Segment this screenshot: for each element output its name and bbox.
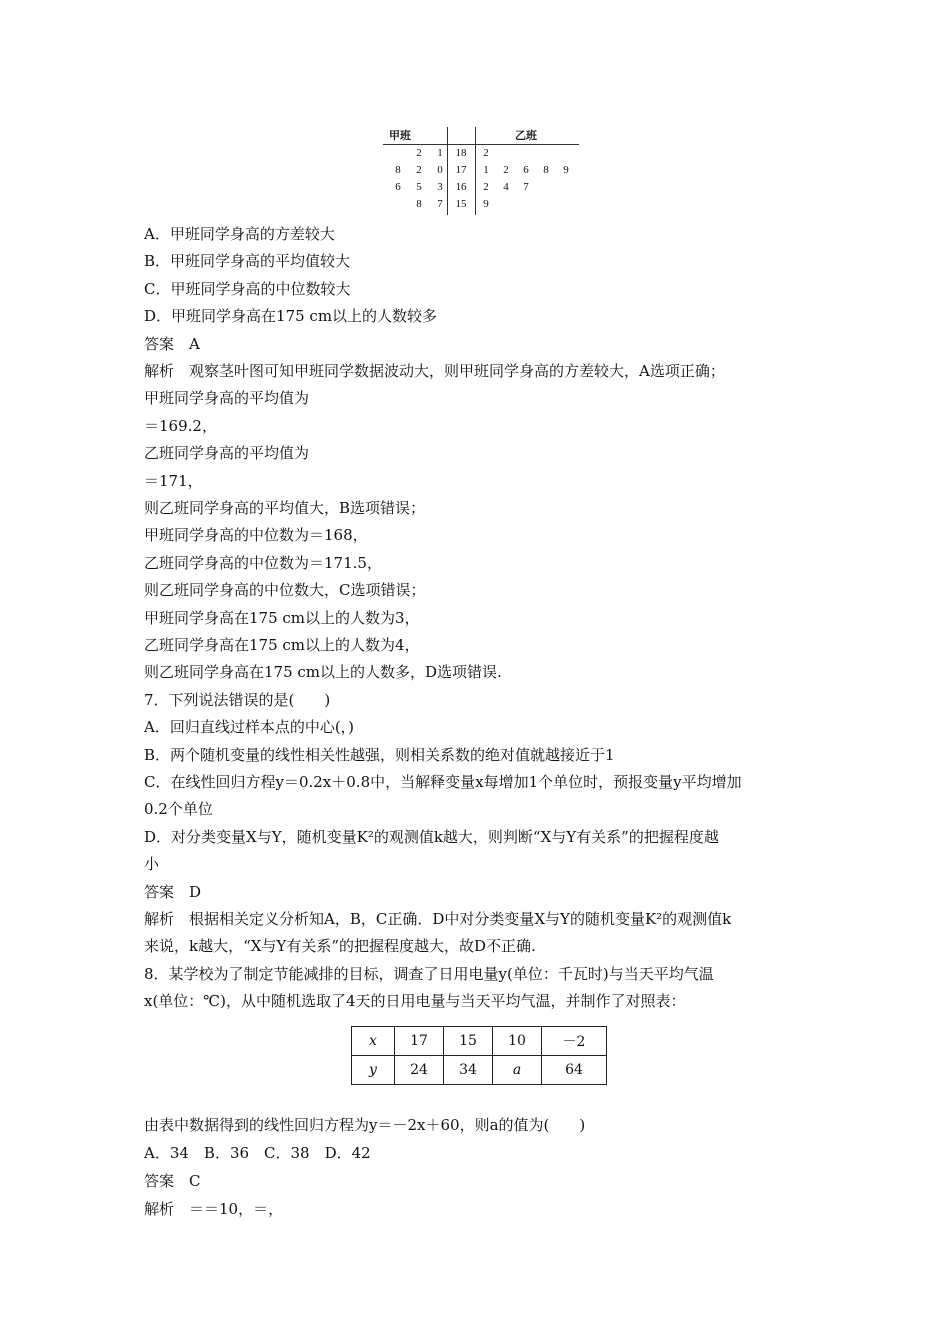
stem-right-header: 乙班 [515, 130, 537, 142]
text-line: 8．某学校为了制定节能减排的目标，调查了日用电量y(单位：千瓦时)与当天平均气温 [144, 964, 714, 983]
text-line: 甲班同学身高的中位数为＝168， [144, 526, 368, 545]
text-line: 乙班同学身高的中位数为＝171.5， [144, 553, 382, 572]
stem-row [383, 198, 579, 215]
table-cell: y [352, 1056, 395, 1085]
text-line: A．甲班同学身高的方差较大 [144, 225, 335, 243]
text-line: C．在线性回归方程y＝0.2x＋0.8中，当解释变量x每增加1个单位时，预报变量y平均增加 [144, 773, 742, 791]
text-line: D．对分类变量X与Y，随机变量K²的观测值k越大，则判断“X与Y有关系”的把握程度越 [144, 827, 719, 846]
text-line: 甲班同学身高的平均值为 [144, 389, 310, 408]
text-line: 乙班同学身高在175 cm以上的人数为4， [144, 636, 420, 654]
text-line: A．34 B．36 C．38 D．42 [144, 1144, 371, 1162]
text-line: 则乙班同学身高的平均值大，B选项错误； [144, 499, 426, 517]
text-line: C．甲班同学身高的中位数较大 [144, 279, 351, 298]
stem-leaf-plot [383, 127, 583, 215]
left-leaf: 3 [437, 181, 443, 193]
text-line: 乙班同学身高的平均值为 [144, 444, 310, 463]
text-line: A．回归直线过样本点的中心(，) [144, 718, 355, 737]
right-leaf: 1 [483, 164, 489, 176]
text-line: 小 [144, 855, 160, 874]
right-leaf: 6 [523, 164, 529, 176]
left-leaf: 1 [437, 147, 443, 159]
text-line: 解析 ＝＝10，＝， [144, 1200, 284, 1218]
stem-value: 18 [455, 147, 467, 159]
text-line: x(单位：℃)，从中随机选取了4天的日用电量与当天平均气温，并制作了对照表： [144, 992, 686, 1011]
text-line: 答案 D [144, 882, 202, 901]
right-leaf: 9 [563, 164, 569, 176]
table-cell: x [352, 1027, 395, 1056]
left-leaf: 8 [416, 198, 422, 210]
table-cell: 24 [395, 1056, 444, 1085]
text-line: 答案 A [144, 334, 200, 353]
table-row [352, 1056, 607, 1085]
left-leaf: 7 [437, 198, 443, 210]
right-leaf: 2 [483, 147, 489, 159]
text-line: 解析 观察茎叶图可知甲班同学数据波动大，则甲班同学身高的方差较大，A选项正确； [144, 362, 725, 380]
text-line: 解析 根据相关定义分析知A，B，C正确．D中对分类变量X与Y的随机变量K²的观测值k [144, 910, 732, 928]
text-line: D．甲班同学身高在175 cm以上的人数较多 [144, 307, 438, 326]
text-line: 由表中数据得到的线性回归方程为y＝－2x＋60，则a的值为( ) [144, 1116, 586, 1134]
left-leaf: 2 [416, 164, 422, 176]
text-line: ＝171， [144, 471, 203, 490]
stem-left-header: 甲班 [389, 130, 411, 142]
right-leaf: 9 [483, 198, 489, 210]
table-cell: 64 [542, 1056, 607, 1085]
table-cell: －2 [542, 1027, 607, 1056]
stem-row [383, 164, 579, 181]
right-leaf: 8 [543, 164, 549, 176]
text-line: 7．下列说法错误的是( ) [144, 690, 331, 709]
text-line: 则乙班同学身高在175 cm以上的人数多，D选项错误. [144, 663, 502, 682]
text-line: 甲班同学身高在175 cm以上的人数为3， [144, 608, 420, 627]
stem-value: 15 [455, 198, 467, 210]
right-leaf: 2 [503, 164, 509, 176]
table-cell: 15 [444, 1027, 493, 1056]
text-line: B．甲班同学身高的平均值较大 [144, 252, 351, 271]
left-leaf: 5 [416, 181, 422, 193]
left-leaf: 6 [395, 181, 401, 193]
stem-value: 17 [455, 164, 467, 176]
text-line: ＝169.2， [144, 416, 217, 435]
text-line: 0.2个单位 [144, 800, 213, 819]
right-leaf: 2 [483, 181, 489, 193]
left-leaf: 0 [437, 164, 443, 176]
left-leaf: 2 [416, 147, 422, 159]
stem-row [383, 181, 579, 198]
left-leaf: 8 [395, 164, 401, 176]
table-cell: 34 [444, 1056, 493, 1085]
right-leaf: 7 [523, 181, 529, 193]
right-leaf: 4 [503, 181, 509, 193]
table-row [352, 1027, 607, 1056]
table-cell: a [493, 1056, 542, 1085]
stem-header-rule [383, 144, 579, 145]
table-cell: 17 [395, 1027, 444, 1056]
table-cell: 10 [493, 1027, 542, 1056]
stem-row [383, 147, 579, 164]
text-line: B．两个随机变量的线性相关性越强，则相关系数的绝对值就越接近于1 [144, 745, 615, 764]
xy-table [351, 1026, 607, 1085]
stem-value: 16 [455, 181, 467, 193]
text-line: 答案 C [144, 1172, 201, 1190]
text-line: 来说，k越大，“X与Y有关系”的把握程度越大，故D不正确. [144, 937, 536, 956]
text-line: 则乙班同学身高的中位数大，C选项错误； [144, 581, 426, 600]
